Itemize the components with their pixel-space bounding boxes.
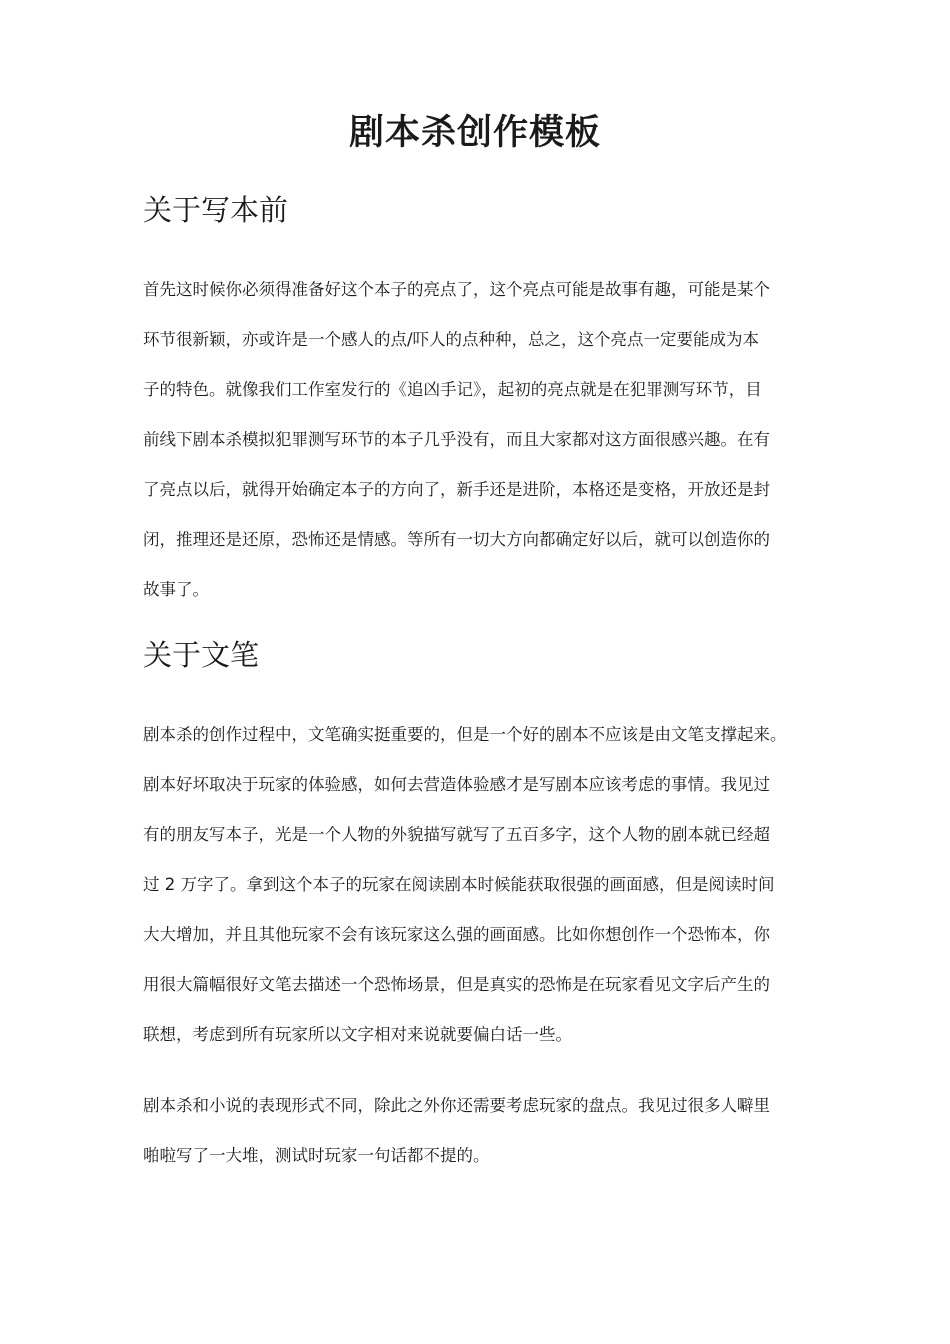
paragraph-line: 首先这时候你必须得准备好这个本子的亮点了，这个亮点可能是故事有趣，可能是某个 [143, 280, 770, 299]
paragraph-line: 故事了。 [143, 580, 209, 599]
section-heading-before-writing: 关于写本前 [143, 193, 289, 227]
paragraph-line: 前线下剧本杀模拟犯罪测写环节的本子几乎没有，而且大家都对这方面很感兴趣。在有 [143, 430, 770, 449]
paragraph-before-writing [143, 265, 823, 615]
paragraph-line: 子的特色。就像我们工作室发行的《追凶手记》，起初的亮点就是在犯罪测写环节，目 [143, 380, 762, 399]
paragraph-line: 剧本杀和小说的表现形式不同，除此之外你还需要考虑玩家的盘点。我见过很多人噼里 [143, 1096, 770, 1115]
section-heading-writing-style: 关于文笔 [143, 638, 260, 672]
paragraph-line: 剧本好坏取决于玩家的体验感，如何去营造体验感才是写剧本应该考虑的事情。我见过 [143, 775, 770, 794]
paragraph-line: 闭，推理还是还原，恐怖还是情感。等所有一切大方向都确定好以后，就可以创造你的 [143, 530, 770, 549]
paragraph-line: 剧本杀的创作过程中，文笔确实挺重要的，但是一个好的剧本不应该是由文笔支撑起来。 [143, 725, 787, 744]
paragraph-line: 有的朋友写本子，光是一个人物的外貌描写就写了五百多字，这个人物的剧本就已经超 [143, 825, 770, 844]
document-title: 剧本杀创作模板 [348, 113, 601, 153]
paragraph-line: 大大增加，并且其他玩家不会有该玩家这么强的画面感。比如你想创作一个恐怖本，你 [143, 925, 770, 944]
paragraph-line: 用很大篇幅很好文笔去描述一个恐怖场景，但是真实的恐怖是在玩家看见文字后产生的 [143, 975, 770, 994]
paragraph-line: 了亮点以后，就得开始确定本子的方向了，新手还是进阶，本格还是变格，开放还是封 [143, 480, 770, 499]
paragraph-line: 联想，考虑到所有玩家所以文字相对来说就要偏白话一些。 [143, 1025, 572, 1044]
paragraph-writing-style-2 [143, 1081, 823, 1181]
paragraph-line: 过 2 万字了。拿到这个本子的玩家在阅读剧本时候能获取很强的画面感，但是阅读时间 [143, 875, 775, 894]
paragraph-writing-style-1 [143, 710, 823, 1060]
paragraph-line: 环节很新颖，亦或许是一个感人的点/吓人的点种种，总之，这个亮点一定要能成为本 [143, 330, 760, 349]
paragraph-line: 啪啦写了一大堆，测试时玩家一句话都不提的。 [143, 1146, 490, 1165]
